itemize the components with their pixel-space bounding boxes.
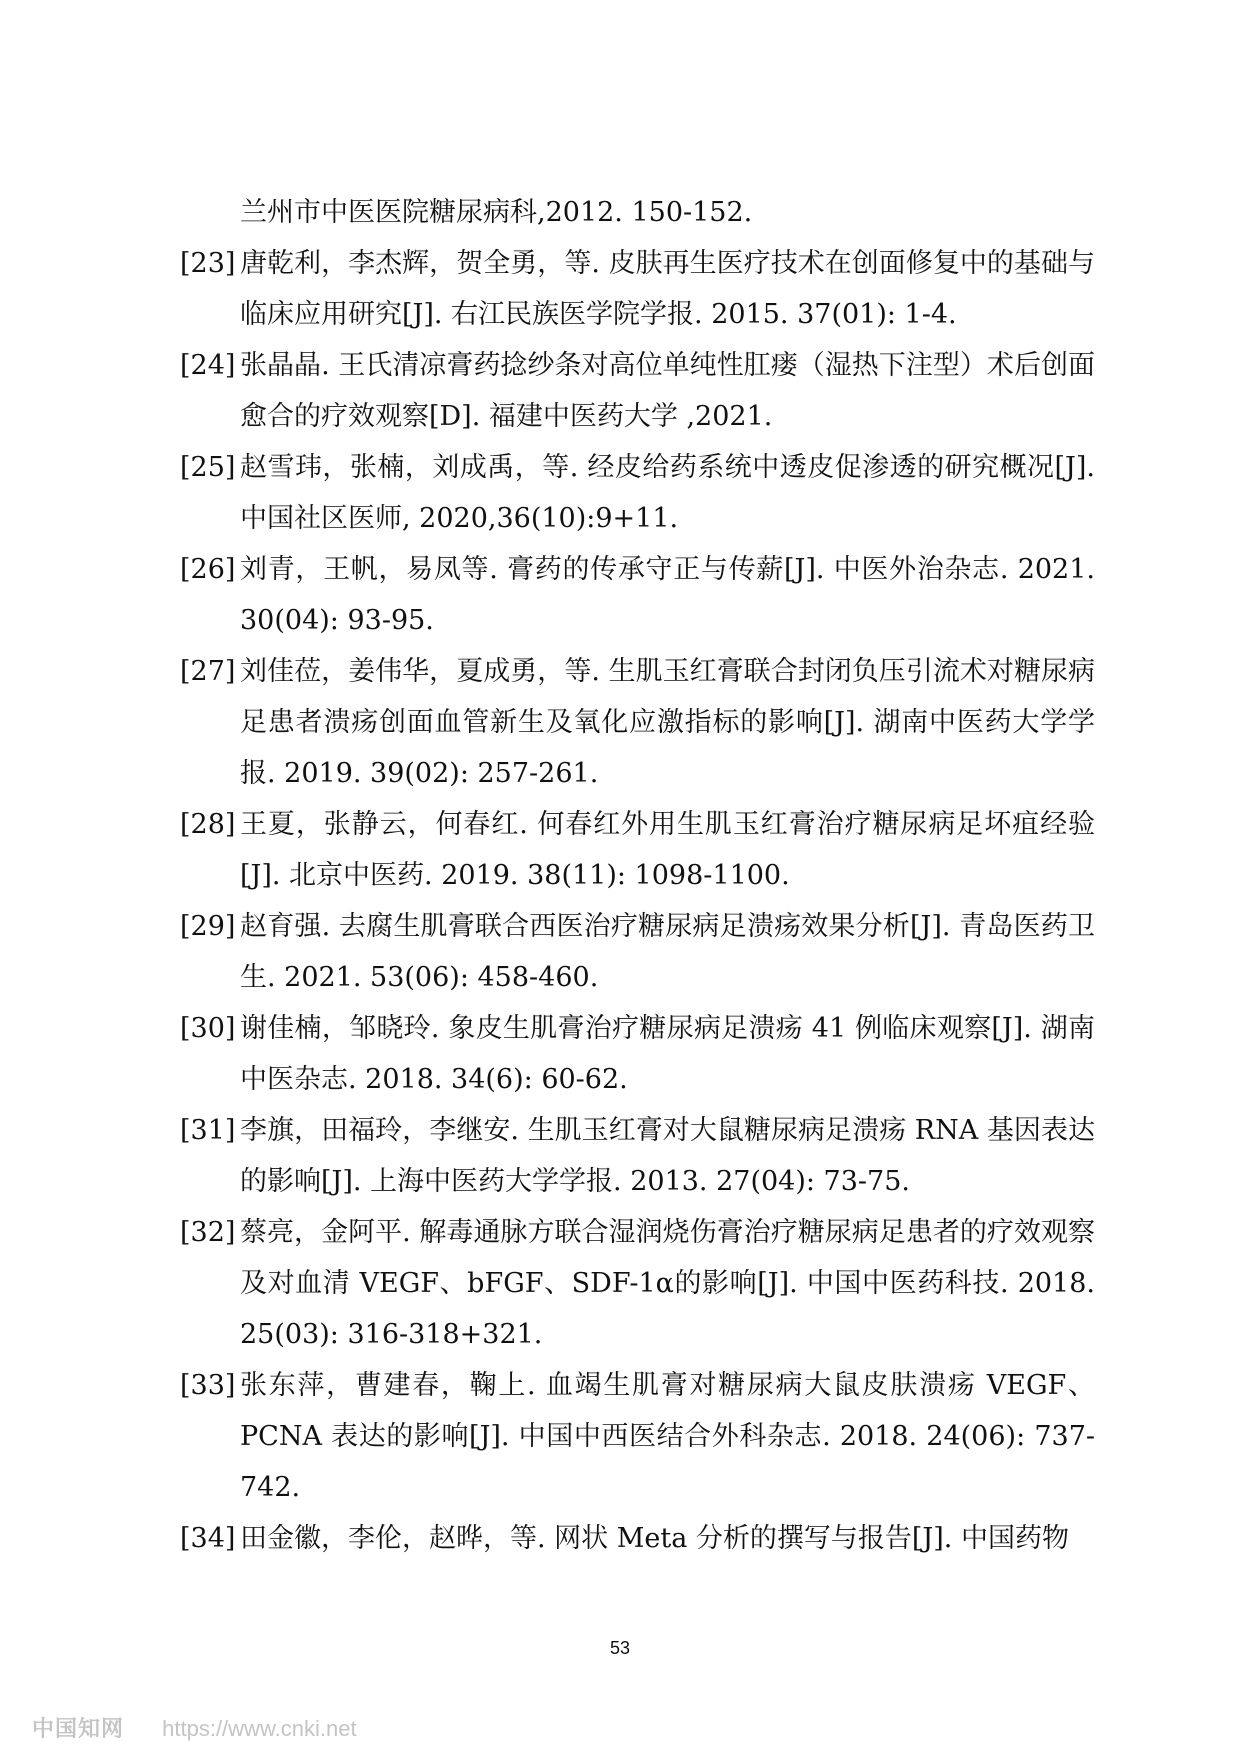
reference-number: [34] bbox=[180, 1523, 236, 1554]
reference-item bbox=[180, 901, 1095, 1003]
watermark-url: https://www.cnki.net bbox=[162, 1716, 357, 1741]
reference-text: 赵育强. 去腐生肌膏联合西医治疗糖尿病足溃疡效果分析[J]. 青岛医药卫生. 2021. 53(06): 458-460. bbox=[240, 911, 1095, 993]
reference-number: [26] bbox=[180, 554, 236, 585]
reference-number: [32] bbox=[180, 1217, 236, 1248]
reference-list bbox=[180, 187, 1095, 1564]
reference-text: 王夏，张静云，何春红. 何春红外用生肌玉红膏治疗糖尿病足坏疽经验[J]. 北京中医药. 2019. 38(11): 1098-1100. bbox=[240, 809, 1095, 891]
reference-number: [33] bbox=[180, 1370, 236, 1401]
reference-number: [28] bbox=[180, 809, 236, 840]
reference-number: [31] bbox=[180, 1115, 236, 1146]
reference-item bbox=[180, 340, 1095, 442]
reference-item bbox=[180, 1105, 1095, 1207]
reference-text: 赵雪玮，张楠，刘成禹，等. 经皮给药系统中透皮促渗透的研究概况[J]. 中国社区医师, 2020,36(10):9+11. bbox=[240, 452, 1095, 534]
reference-text: 谢佳楠，邹晓玲. 象皮生肌膏治疗糖尿病足溃疡 41 例临床观察[J]. 湖南中医杂志. 2018. 34(6): 60-62. bbox=[240, 1013, 1095, 1095]
reference-item bbox=[180, 1003, 1095, 1105]
reference-text: 唐乾利，李杰辉，贺全勇，等. 皮肤再生医疗技术在创面修复中的基础与临床应用研究[J]. 右江民族医学院学报. 2015. 37(01): 1-4. bbox=[240, 248, 1095, 330]
reference-text: 李旗，田福玲，李继安. 生肌玉红膏对大鼠糖尿病足溃疡 RNA 基因表达的影响[J]. 上海中医药大学学报. 2013. 27(04): 73-75. bbox=[240, 1115, 1095, 1197]
reference-text: 兰州市中医医院糖尿病科,2012. 150-152. bbox=[240, 197, 753, 228]
reference-item bbox=[180, 544, 1095, 646]
reference-item bbox=[180, 799, 1095, 901]
reference-item bbox=[180, 442, 1095, 544]
reference-item bbox=[180, 1360, 1095, 1513]
watermark-logo: 中国知网 bbox=[32, 1716, 125, 1741]
page-number: 53 bbox=[609, 1638, 631, 1658]
reference-item bbox=[180, 646, 1095, 799]
reference-item bbox=[180, 187, 1095, 238]
reference-item bbox=[180, 1207, 1095, 1360]
reference-number: [24] bbox=[180, 350, 236, 381]
reference-number: [23] bbox=[180, 248, 236, 279]
reference-text: 张东萍，曹建春，鞠上. 血竭生肌膏对糖尿病大鼠皮肤溃疡 VEGF、PCNA 表达的影响[J]. 中国中西医结合外科杂志. 2018. 24(06): 737-742. bbox=[240, 1370, 1095, 1503]
reference-number: [29] bbox=[180, 911, 236, 942]
reference-number: [30] bbox=[180, 1013, 236, 1044]
reference-number: [27] bbox=[180, 656, 236, 687]
cnki-watermark bbox=[32, 1712, 357, 1743]
reference-item bbox=[180, 238, 1095, 340]
reference-text: 田金徽，李伦，赵晔，等. 网状 Meta 分析的撰写与报告[J]. 中国药物 bbox=[240, 1523, 1069, 1554]
reference-text: 刘青，王帆，易凤等. 膏药的传承守正与传薪[J]. 中医外治杂志. 2021. 30(04): 93-95. bbox=[240, 554, 1095, 636]
reference-text: 刘佳莅，姜伟华，夏成勇，等. 生肌玉红膏联合封闭负压引流术对糖尿病足患者溃疡创面血管新生及氧化应激指标的影响[J]. 湖南中医药大学学报. 2019. 39(02): 257-261. bbox=[240, 656, 1095, 789]
reference-number: [25] bbox=[180, 452, 236, 483]
reference-text: 张晶晶. 王氏清凉膏药捻纱条对高位单纯性肛瘘（湿热下注型）术后创面愈合的疗效观察[D]. 福建中医药大学 ,2021. bbox=[240, 350, 1095, 432]
reference-item bbox=[180, 1513, 1095, 1564]
reference-text: 蔡亮，金阿平. 解毒通脉方联合湿润烧伤膏治疗糖尿病足患者的疗效观察及对血清 VEGF、bFGF、SDF-1α的影响[J]. 中国中医药科技. 2018. 25(03): 316-318+321. bbox=[240, 1217, 1095, 1350]
